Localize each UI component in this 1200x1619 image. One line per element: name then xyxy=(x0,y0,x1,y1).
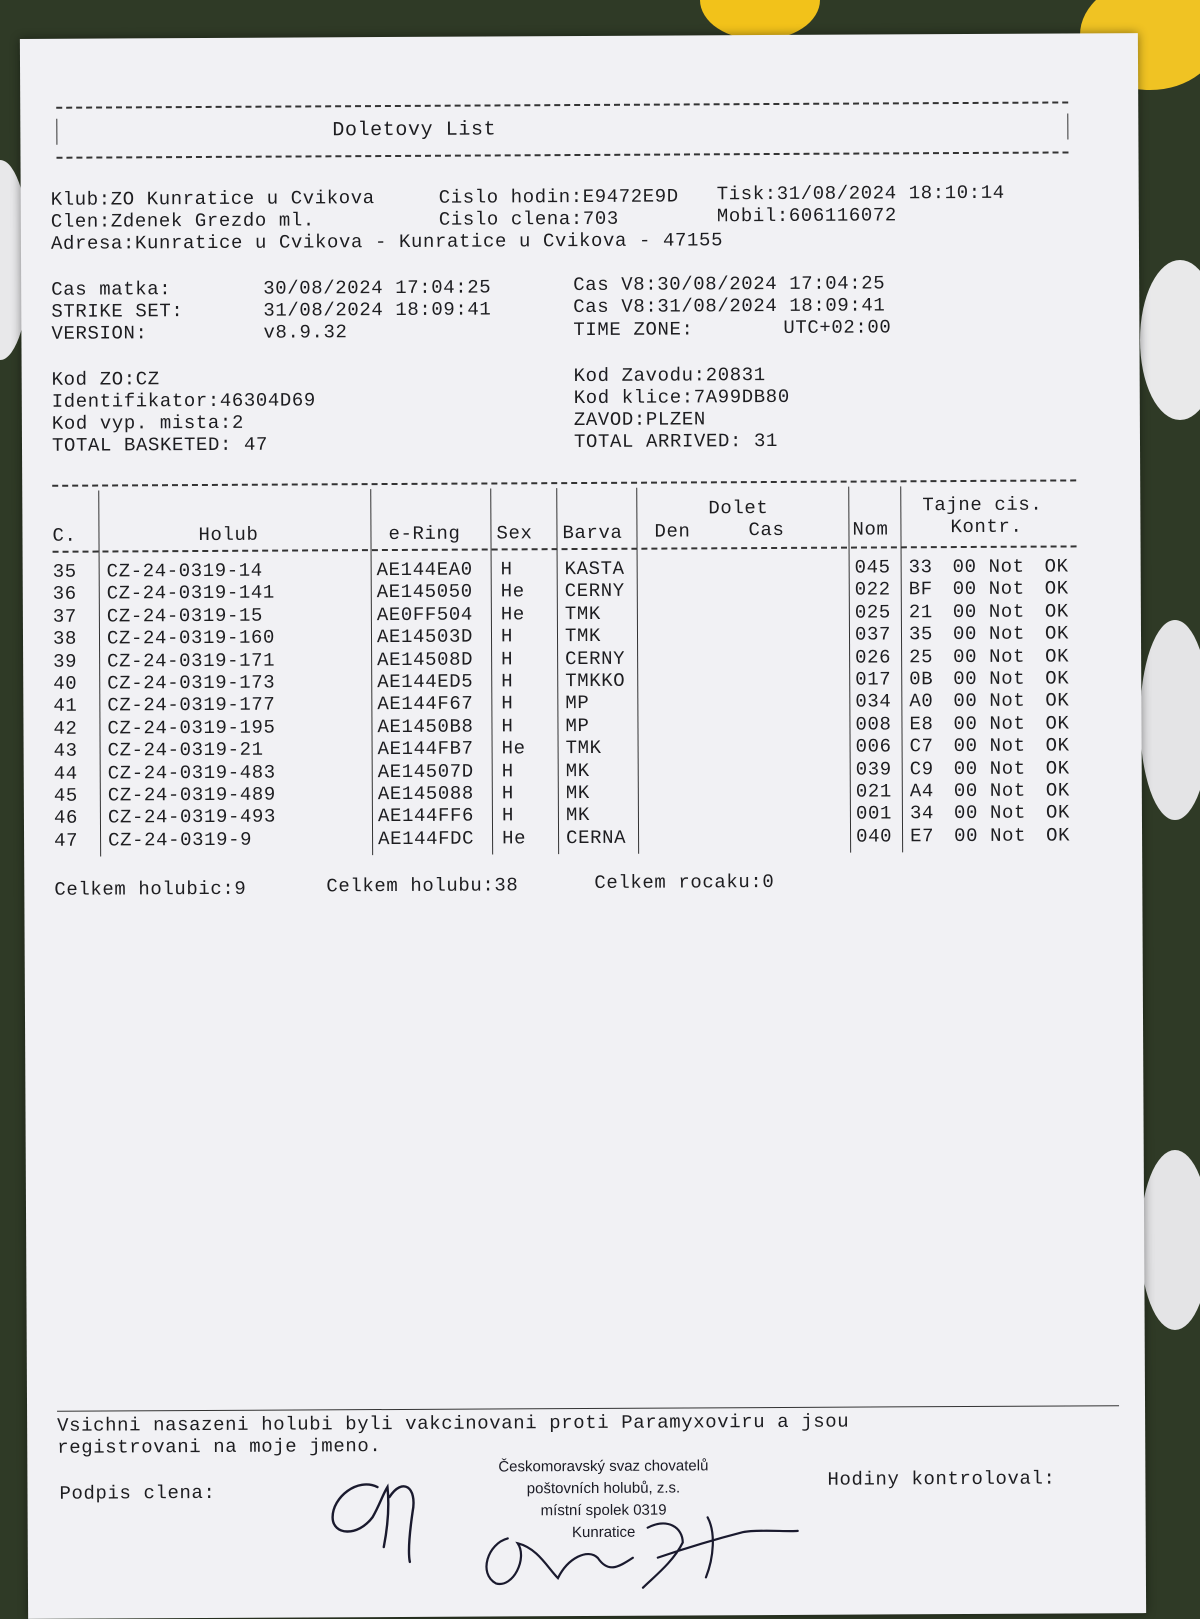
cell-check-status-2: OK xyxy=(1045,667,1070,690)
cell-check-status-1: Not xyxy=(989,690,1026,713)
col-header-cas: Cas xyxy=(748,518,785,542)
cell-e-ring: AE14508D xyxy=(377,648,474,671)
cell-check-status-2: OK xyxy=(1045,779,1070,802)
cell-nom: 025 xyxy=(854,601,891,624)
cell-e-ring: AE14503D xyxy=(376,625,474,649)
col-header-barva: Barva xyxy=(562,521,623,545)
cell-secret-code: 21 xyxy=(908,600,933,624)
cell-check-status-1: Not xyxy=(989,824,1027,847)
kod-klice: Kod klice:7A99DB80 xyxy=(573,385,790,410)
member-signature-label: Podpis clena: xyxy=(59,1481,216,1505)
cell-pigeon-ring: CZ-24-0319-15 xyxy=(106,604,263,628)
cell-check-status-1: Not xyxy=(989,734,1026,758)
cell-nom: 037 xyxy=(854,623,892,646)
cell-pigeon-ring: CZ-24-0319-493 xyxy=(107,805,277,829)
cell-e-ring: AE144FDC xyxy=(378,827,475,850)
cell-sex: H xyxy=(500,558,513,581)
cell-sex: H xyxy=(501,647,514,671)
cell-sex: He xyxy=(502,827,527,850)
cell-secret-code: C9 xyxy=(909,757,934,780)
document-title: Doletovy List xyxy=(332,118,497,143)
total-arrived: TOTAL ARRIVED: 31 xyxy=(573,429,779,454)
cell-row-number: 42 xyxy=(53,717,78,740)
print-time: Tisk:31/08/2024 18:10:14 xyxy=(716,181,1005,206)
cell-pigeon-ring: CZ-24-0319-489 xyxy=(107,783,276,807)
cell-secret-code: A0 xyxy=(909,690,934,713)
cell-color: CERNA xyxy=(566,826,627,849)
cell-secret-code: A4 xyxy=(909,780,934,803)
stamp-line: Českomoravský svaz chovatelů xyxy=(498,1457,709,1476)
mobile-number: Mobil:606116072 xyxy=(716,204,897,228)
kod-zavodu: Kod Zavodu:20831 xyxy=(573,364,766,388)
cell-row-number: 43 xyxy=(53,739,78,762)
clock-number: Cislo hodin:E9472E9D xyxy=(438,185,679,209)
col-header-kontr: Kontr. xyxy=(950,515,1023,539)
col-header-sex: Sex xyxy=(496,522,533,545)
cell-row-number: 35 xyxy=(52,560,77,583)
col-header-nom: Nom xyxy=(852,518,889,541)
cell-nom: 039 xyxy=(855,757,892,781)
cell-row-number: 38 xyxy=(52,627,78,650)
cell-sex: H xyxy=(501,759,514,783)
cell-nom: 017 xyxy=(855,668,892,691)
cell-check-status-1: Not xyxy=(988,600,1025,623)
cell-row-number: 36 xyxy=(52,583,77,606)
cell-check-status-1: Not xyxy=(988,578,1025,601)
cell-color: MP xyxy=(565,714,590,737)
cell-secret-code-2: 00 xyxy=(953,757,978,780)
cell-nom: 021 xyxy=(855,780,892,803)
cell-color: TMK xyxy=(564,625,602,648)
title-box xyxy=(56,101,1068,158)
cell-secret-code: BF xyxy=(908,578,933,601)
cell-color: MK xyxy=(565,759,590,782)
cell-color: TMK xyxy=(565,737,602,760)
kod-vyp-mista: Kod vyp. mista:2 xyxy=(51,411,244,435)
cas-matka-label: Cas matka: xyxy=(51,278,172,301)
stamp-line: poštovních holubů, z.s. xyxy=(526,1479,681,1498)
cell-color: MK xyxy=(565,804,591,827)
member-address: Adresa:Kunratice u Cvikova - Kunratice u Cvikova - 47155 xyxy=(50,229,724,255)
cell-pigeon-ring: CZ-24-0319-195 xyxy=(107,716,276,740)
cell-nom: 034 xyxy=(855,690,892,713)
cell-e-ring: AE144FF6 xyxy=(377,804,475,828)
cell-pigeon-ring: CZ-24-0319-160 xyxy=(106,626,276,650)
cell-check-status-1: Not xyxy=(989,712,1026,735)
total-holubic: Celkem holubic:9 xyxy=(54,877,247,901)
cell-check-status-2: OK xyxy=(1045,645,1070,668)
member-signature xyxy=(317,1457,458,1568)
strike-set-value: 31/08/2024 18:09:41 xyxy=(263,298,492,322)
total-holubu: Celkem holubu:38 xyxy=(326,874,519,898)
cell-e-ring: AE145088 xyxy=(377,782,474,806)
cell-pigeon-ring: CZ-24-0319-9 xyxy=(108,828,253,852)
cell-row-number: 37 xyxy=(52,605,77,628)
cell-check-status-2: OK xyxy=(1044,577,1069,600)
cell-row-number: 39 xyxy=(53,650,78,673)
cas-v8-start: Cas V8:30/08/2024 17:04:25 xyxy=(573,272,886,297)
cell-pigeon-ring: CZ-24-0319-171 xyxy=(107,649,276,673)
cell-color: TMKKO xyxy=(565,669,626,693)
cell-pigeon-ring: CZ-24-0319-173 xyxy=(107,671,276,695)
cell-sex: H xyxy=(501,692,514,715)
cell-e-ring: AE14507D xyxy=(377,760,474,783)
cell-secret-code: 33 xyxy=(908,556,933,579)
cell-row-number: 45 xyxy=(53,784,78,807)
cell-check-status-1: Not xyxy=(988,622,1026,646)
cell-secret-code-2: 00 xyxy=(953,824,979,847)
cell-secret-code-2: 00 xyxy=(953,735,978,758)
cell-check-status-2: OK xyxy=(1045,824,1071,847)
cell-nom: 001 xyxy=(855,802,893,825)
cell-color: TMK xyxy=(564,602,601,625)
cell-color: MP xyxy=(565,692,590,715)
cell-secret-code-2: 00 xyxy=(953,802,979,825)
version-label: VERSION: xyxy=(51,322,148,345)
member-number: Cislo clena:703 xyxy=(438,207,619,231)
kod-zo: Kod ZO:CZ xyxy=(51,368,160,391)
cell-check-status-2: OK xyxy=(1045,734,1070,757)
col-header-ering: e-Ring xyxy=(388,522,461,546)
cas-matka-value: 30/08/2024 17:04:25 xyxy=(263,276,492,300)
cell-sex: H xyxy=(500,625,514,648)
tablecloth-flower xyxy=(1140,260,1200,420)
cell-pigeon-ring: CZ-24-0319-21 xyxy=(107,738,264,762)
cas-v8-strike: Cas V8:31/08/2024 18:09:41 xyxy=(573,294,886,319)
cell-nom: 006 xyxy=(855,735,892,758)
cell-pigeon-ring: CZ-24-0319-177 xyxy=(107,693,276,717)
cell-row-number: 47 xyxy=(54,829,79,852)
cell-sex: H xyxy=(501,804,515,827)
cell-nom: 045 xyxy=(854,556,891,579)
timezone-value: UTC+02:00 xyxy=(783,316,892,339)
cell-check-status-1: Not xyxy=(989,645,1026,668)
cell-e-ring: AE144FB7 xyxy=(377,737,474,761)
strike-set-label: STRIKE SET: xyxy=(51,300,184,323)
footer-divider xyxy=(57,1405,1119,1412)
total-rocaku: Celkem rocaku:0 xyxy=(594,870,775,894)
cell-secret-code: C7 xyxy=(909,735,934,758)
clock-checked-by-label: Hodiny kontroloval: xyxy=(827,1467,1056,1491)
cell-row-number: 41 xyxy=(53,695,78,718)
cell-check-status-2: OK xyxy=(1045,757,1070,780)
cell-check-status-1: Not xyxy=(989,667,1026,690)
cell-secret-code: 25 xyxy=(909,645,934,668)
cell-nom: 008 xyxy=(855,713,892,736)
zavod-name: ZAVOD:PLZEN xyxy=(573,408,706,432)
cell-check-status-2: OK xyxy=(1045,801,1071,824)
cell-secret-code: 35 xyxy=(908,623,934,646)
cell-sex: He xyxy=(500,580,525,603)
cell-e-ring: AE144F67 xyxy=(377,692,474,716)
cell-check-status-2: OK xyxy=(1044,600,1069,623)
col-header-holub: Holub xyxy=(198,523,259,547)
col-header-c: C. xyxy=(52,524,77,547)
table-row xyxy=(24,824,1104,852)
cell-sex: He xyxy=(501,737,526,760)
cell-sex: H xyxy=(501,715,514,738)
col-header-den: Den xyxy=(654,520,691,543)
club-name: Klub:ZO Kunratice u Cvikova xyxy=(50,187,375,211)
cell-secret-code-2: 00 xyxy=(952,623,978,646)
identifikator: Identifikator:46304D69 xyxy=(51,389,316,413)
race-arrival-sheet xyxy=(20,33,1146,1619)
cell-color: KASTA xyxy=(564,557,625,581)
cell-e-ring: AE144ED5 xyxy=(377,670,474,694)
cell-row-number: 44 xyxy=(53,762,78,785)
cell-secret-code-2: 00 xyxy=(953,712,978,735)
cell-nom: 026 xyxy=(855,645,892,669)
cell-check-status-1: Not xyxy=(988,555,1025,578)
cell-secret-code-2: 00 xyxy=(953,667,978,691)
cell-secret-code-2: 00 xyxy=(953,779,978,803)
cell-check-status-2: OK xyxy=(1044,622,1070,645)
tablecloth-flower xyxy=(1140,1150,1200,1330)
cell-row-number: 40 xyxy=(53,672,78,695)
stamp-line: Kunratice xyxy=(571,1523,636,1542)
cell-e-ring: AE145050 xyxy=(376,580,473,604)
tablecloth-flower xyxy=(1140,620,1200,820)
cell-pigeon-ring: CZ-24-0319-483 xyxy=(107,761,276,785)
cell-e-ring: AE1450B8 xyxy=(377,715,474,738)
cell-sex: H xyxy=(501,782,514,805)
cell-nom: 040 xyxy=(856,825,893,848)
official-signature xyxy=(467,1487,808,1599)
cell-pigeon-ring: CZ-24-0319-14 xyxy=(106,559,263,583)
cell-secret-code-2: 00 xyxy=(953,645,978,668)
cell-nom: 022 xyxy=(854,578,891,601)
cell-color: CERNY xyxy=(565,647,626,670)
cell-secret-code-2: 00 xyxy=(952,555,977,579)
cell-sex: He xyxy=(500,603,525,626)
cell-row-number: 46 xyxy=(53,807,79,830)
cell-secret-code: E8 xyxy=(909,712,934,736)
cell-e-ring: AE144EA0 xyxy=(376,558,473,582)
cell-color: MK xyxy=(565,781,590,805)
member-name: Clen:Zdenek Grezdo ml. xyxy=(50,209,315,233)
col-header-tajne: Tajne cis. xyxy=(922,493,1043,517)
cell-secret-code: E7 xyxy=(909,824,935,848)
cell-pigeon-ring: CZ-24-0319-141 xyxy=(106,582,275,605)
cell-check-status-1: Not xyxy=(989,802,1027,825)
cell-e-ring: AE0FF504 xyxy=(376,603,473,626)
version-value: v8.9.32 xyxy=(263,321,348,344)
timezone-label: TIME ZONE: xyxy=(573,318,694,342)
cell-check-status-1: Not xyxy=(989,757,1026,780)
vaccination-declaration-line-1: Vsichni nasazeni holubi byli vakcinovani proti Paramyxoviru a jsou xyxy=(57,1410,850,1437)
col-header-dolet: Dolet xyxy=(708,497,769,520)
cell-secret-code-2: 00 xyxy=(952,600,977,623)
cell-secret-code: 34 xyxy=(909,802,935,825)
cell-check-status-2: OK xyxy=(1045,712,1070,735)
cell-sex: H xyxy=(501,670,514,693)
cell-check-status-2: OK xyxy=(1044,555,1069,578)
cell-secret-code-2: 00 xyxy=(953,690,978,713)
total-basketed: TOTAL BASKETED: 47 xyxy=(51,433,269,457)
cell-color: CERNY xyxy=(564,580,625,603)
cell-check-status-1: Not xyxy=(989,779,1026,802)
cell-secret-code: 0B xyxy=(909,668,934,691)
vaccination-declaration-line-2: registrovani na moje jmeno. xyxy=(57,1435,382,1459)
cell-check-status-2: OK xyxy=(1045,689,1070,712)
stamp-line: místní spolek 0319 xyxy=(540,1501,667,1520)
cell-secret-code-2: 00 xyxy=(952,578,977,601)
